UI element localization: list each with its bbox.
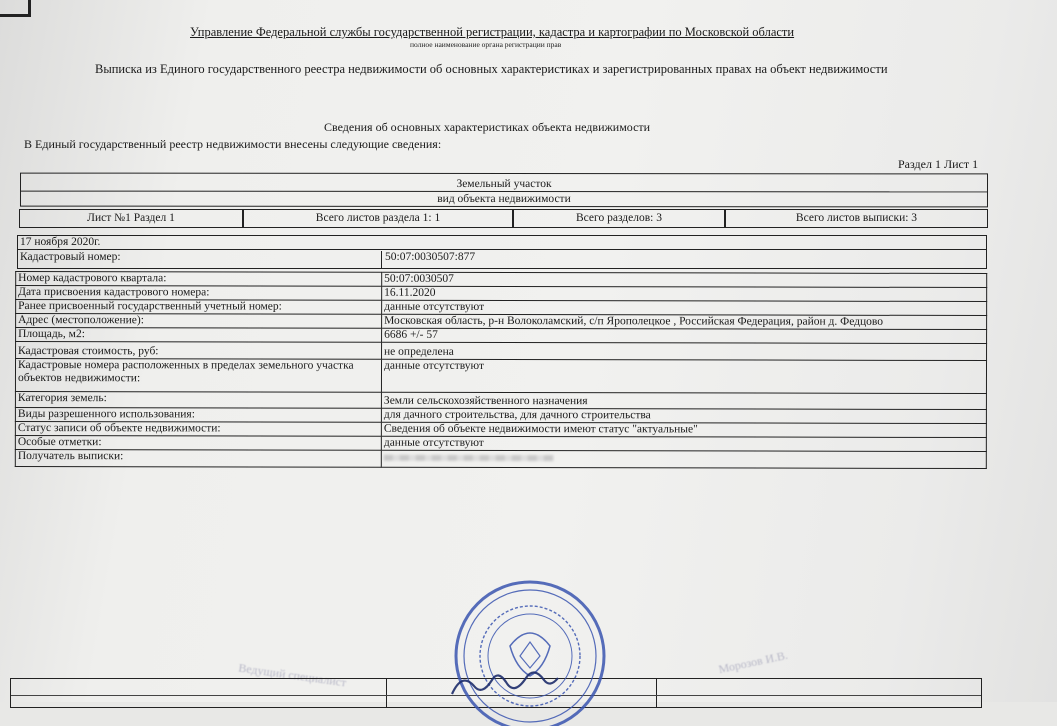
redaction-mark [384, 455, 554, 461]
row-value: данные отсутствуют [382, 300, 987, 315]
object-type-caption: вид объекта недвижимости [437, 192, 571, 206]
row-value: данные отсутствуют [381, 359, 986, 393]
row-label: Площадь, м2: [16, 327, 382, 342]
column-divider [656, 679, 657, 707]
meta-sections: Всего разделов: 3 [513, 209, 725, 228]
row-value: для дачного строительства, для дачного строительства [381, 408, 986, 423]
faint-official-name: Морозов И.В. [717, 647, 789, 677]
row-value: 16.11.2020 [382, 286, 987, 301]
row-label: Особые отметки: [15, 435, 381, 450]
agency-caption: полное наименование органа регистрации прав [410, 40, 562, 49]
row-label: Ранее присвоенный государственный учетный номер: [16, 299, 382, 314]
cadastral-number-value: 50:07:0030507:877 [381, 251, 475, 269]
column-divider [386, 679, 387, 707]
row-label: Кадастровые номера расположенных в пределах земельного участка объектов недвижимости: [15, 358, 381, 392]
corner-mark [0, 0, 31, 17]
meta-row [19, 209, 988, 230]
row-divider [18, 249, 986, 250]
table-row [16, 299, 987, 315]
intro-text: В Единый государственный реестр недвижимости внесены следующие сведения: [24, 137, 442, 151]
row-label: Дата присвоения кадастрового номера: [16, 285, 382, 300]
characteristics-table [15, 271, 987, 469]
meta-extract-sheets: Всего листов выписки: 3 [725, 209, 988, 228]
section-title: Сведения об основных характеристиках объекта недвижимости [324, 120, 651, 134]
table-row [15, 358, 986, 393]
row-label: Кадастровая стоимость, руб: [16, 341, 382, 359]
object-type: Земельный участок [21, 177, 987, 193]
table-row [15, 407, 986, 423]
faint-official-title: Ведущий специалист [237, 660, 348, 690]
row-value: 50:07:0030507 [382, 272, 987, 287]
sheet-reference: Раздел 1 Лист 1 [898, 157, 979, 171]
date-cadastral-box [17, 235, 987, 269]
official-seal [450, 576, 610, 726]
meta-section-sheets: Всего листов раздела 1: 1 [243, 209, 513, 228]
row-label: Виды разрешенного использования: [15, 407, 381, 422]
table-row [15, 449, 986, 468]
row-label: Адрес (местоположение): [16, 313, 382, 328]
row-value-redacted [381, 450, 986, 468]
extract-title: Выписка из Единого государственного реестра недвижимости об основных характеристиках и зарегистрированных правах на объект недвижимости [95, 62, 888, 76]
object-type-box [20, 173, 988, 208]
table-row [15, 421, 986, 437]
table-row [16, 285, 987, 301]
row-value: Сведения об объекте недвижимости имеют статус "актуальные" [381, 422, 986, 437]
row-label: Категория земель: [15, 391, 381, 408]
row-value: Московская область, р-н Волоколамский, с/п Ярополецкое , Российская Федерация, район д. Федцово [382, 314, 987, 329]
agency-name: Управление Федеральной службы государственной регистрации, кадастра и картографии по Московской области [190, 25, 795, 39]
row-label: Номер кадастрового квартала: [16, 271, 382, 286]
row-value: Земли сельскохозяйственного назначения [381, 392, 986, 409]
row-value: 6686 +/- 57 [382, 328, 987, 343]
table-row [16, 341, 987, 360]
extract-date: 17 ноября 2020г. [20, 236, 101, 248]
row-label: Статус записи об объекте недвижимости: [15, 421, 381, 436]
row-label: Получатель выписки: [15, 449, 381, 467]
row-value: не определена [382, 342, 987, 360]
meta-sheet: Лист №1 Раздел 1 [19, 209, 243, 228]
row-value: данные отсутствуют [381, 436, 986, 451]
table-row [16, 271, 987, 287]
cadastral-number-label: Кадастровый номер: [20, 251, 121, 263]
